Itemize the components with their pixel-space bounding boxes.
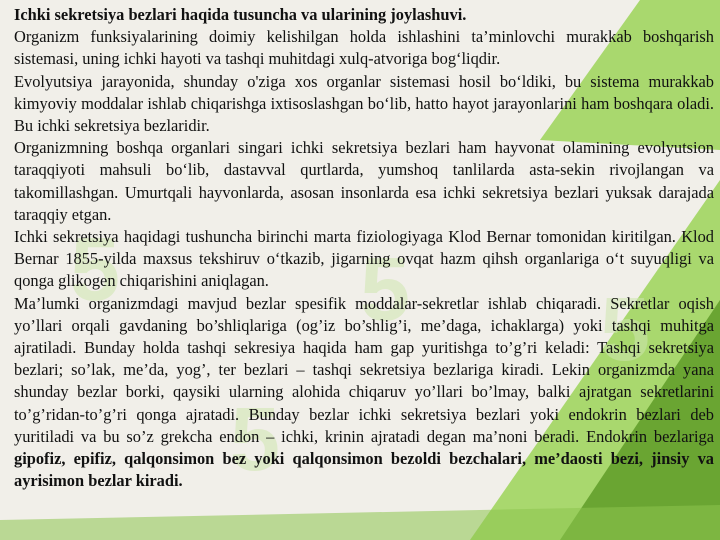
paragraph-5-bold: gipofiz, epifiz, qalqonsimon bez yoki qalqonsimon bezoldi bezchalari, me’daosti bezi, jinsiy va ayrisimon bezlar kiradi. bbox=[14, 449, 714, 491]
paragraph-5-text: Ma’lumki organizmdagi mavjud bezlar spesifik moddalar-sekretlar ishlab chiqaradi. Sekretlar oqish yo’llari orqali gavdaning bo’shliqlariga (og’iz bo’shlig’i, me’daga, ichaklarga) yoki tashqi muhitga ajratiladi. Bunday holda tashqi sekresiya haqida ham gap yuritishga to’g’ri keladi: Tashqi sekretsiya bezlari; so’lak, me’da, yog’, ter bezlari – tashqi sekretsiya bezlariga kiradi. Lekin organizmda yana shunday bezlar borki, qaysiki ularning alohida chiqaruv yo’llari bo’lmay, balki ajratgan sekretlarini to’g’ridan-to’g’ri qonga ajratadi. Bunday bezlar ichki sekretsiya bezlari yoki endokrin bezlari deb yuritiladi va bu so’z grekcha endon – ichki, krinin ajratadi degan ma’noni beradi. Endokrin bezlariga bbox=[14, 293, 714, 446]
paragraph-2: Evolyutsiya jarayonida, shunday o'ziga xos organlar sistemasi hosil bo‘ldiki, bu sistema murakkab kimyoviy moddalar ishlab chiqarishga ixtisoslashgan bo‘lib, hatto hayot jarayonlarini ham boshqara oladi. Bu ichki sekretsiya bezlaridir. bbox=[14, 71, 714, 136]
document-body bbox=[14, 4, 714, 492]
paragraph-5 bbox=[14, 293, 714, 493]
paragraph-3: Organizmning boshqa organlari singari ichki sekretsiya bezlari ham hayvonat olamining evolyutsion taraqqiyoti mahsuli bo‘lib, dastavval qurtlarda, yumshoq tanlilarda asta-sekin rivojlangan va takomillashgan. Umurtqali hayvonlarda, asosan insonlarda esa ichki sekretsiya bezlari yuksak darajada taraqqiy etgan. bbox=[14, 138, 714, 224]
watermark-glyph: 5 bbox=[230, 390, 281, 490]
watermark-glyph: 5 bbox=[600, 280, 651, 380]
paragraph-4: Ichki sekretsiya haqidagi tushuncha birinchi marta fiziologiyaga Klod Bernar tomonidan kiritilgan. Klod Bernar 1855-yilda maxsus tekshiruv o‘tkazib, jigarning ovqat hazm qihsh organlariga o‘t suyuqligi va qonga glikogen chiqarishini aniqlagan. bbox=[14, 227, 714, 291]
document-title: Ichki sekretsiya bezlari haqida tusuncha va ularining joylashuvi. bbox=[14, 5, 467, 24]
watermark-glyph: 5 bbox=[360, 240, 411, 340]
green-band-bottom bbox=[0, 505, 720, 540]
paragraph-1: Organizm funksiyalarining doimiy kelishilgan holda ishlashini ta’minlovchi murakkab boshqarish sistemasi, uning ichki hayoti va tashqi muhitdagi xulq-atvoriga bog‘liqdir. bbox=[14, 27, 714, 69]
watermark-glyph: 5 bbox=[70, 220, 121, 320]
